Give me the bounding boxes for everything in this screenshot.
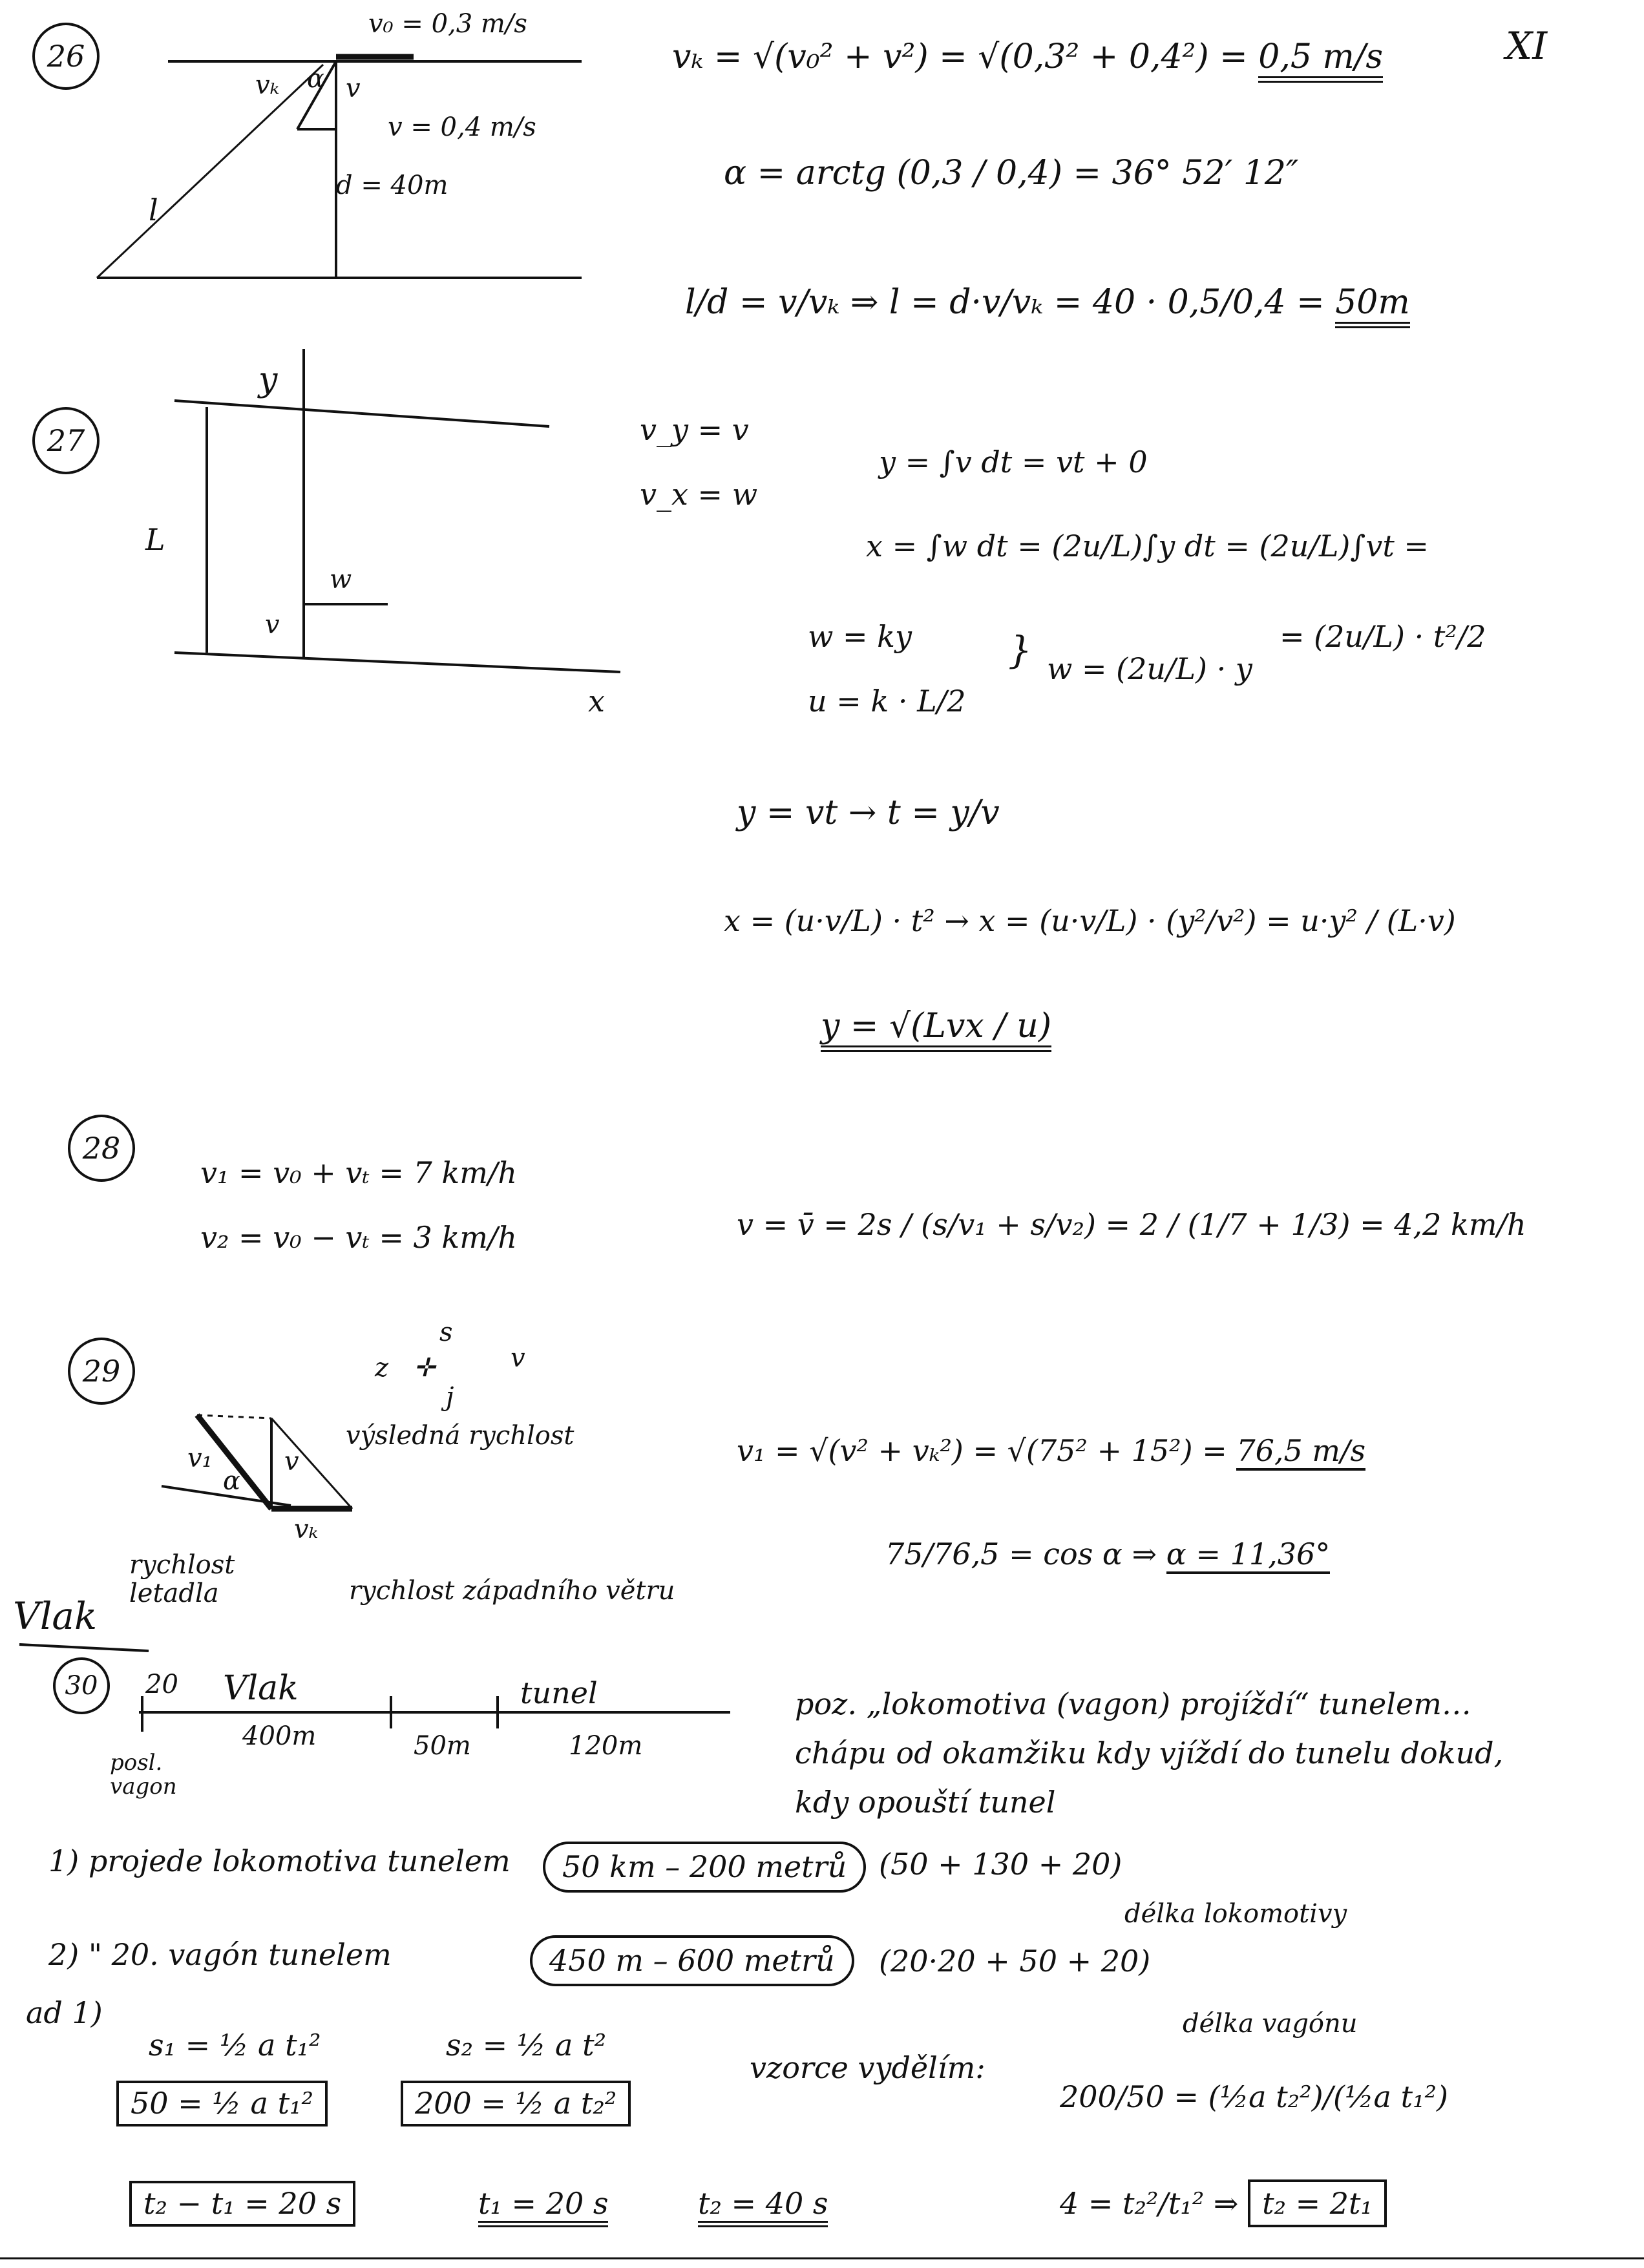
p27-x-axis: [174, 653, 620, 672]
p30-ratio2-result: t₂ = 2t₁: [1248, 2179, 1387, 2227]
p27-t-from-y: y = vt → t = y/v: [737, 793, 1000, 832]
p26-l-label: l: [149, 193, 158, 227]
p27-w-result: w = (2u/L) · y: [1047, 651, 1252, 686]
p30-tunel-label: tunel: [520, 1675, 598, 1710]
p29-eq2: 75/76,5 = cos α ⇒ α = 11,36°: [885, 1538, 1330, 1571]
p30-q1-oval: 50 km – 200 metrů: [543, 1842, 866, 1893]
p30-ratio: 200/50 = (½a t₂²)/(½a t₁²): [1060, 2079, 1448, 2114]
p30-s2: s₂ = ½ a t²: [446, 2028, 607, 2063]
p28-v2: v₂ = v₀ − vₜ = 3 km/h: [200, 1220, 518, 1255]
p30-box2: 200 = ½ a t₂²: [401, 2081, 631, 2126]
problem-28-number: 28: [68, 1115, 135, 1182]
p28-v1: v₁ = v₀ + vₜ = 7 km/h: [200, 1155, 518, 1190]
p30-q2-label: 2) " 20. vagón tunelem: [48, 1937, 392, 1972]
p26-river-diagram: [97, 57, 582, 278]
p26-v-value-label: v = 0,4 m/s: [388, 112, 536, 142]
p27-x-int: x = ∫w dt = (2u/L)∫y dt = (2u/L)∫vt =: [866, 529, 1429, 563]
p26-eq1-result: 0,5 m/s: [1258, 37, 1383, 83]
p26-alpha-label: α: [307, 64, 325, 94]
p30-t1: t₁ = 20 s: [478, 2187, 608, 2220]
p30-q2-oval: 450 m – 600 metrů: [530, 1935, 854, 1986]
p29-eq1: v₁ = √(v² + vₖ²) = √(75² + 15²) = 76,5 m/s: [737, 1434, 1365, 1467]
p29-v-label: v: [284, 1447, 299, 1476]
p30-q2-note: délka vagónu: [1183, 2009, 1358, 2039]
p26-eq2: α = arctg (0,3 / 0,4) = 36° 52′ 12″: [724, 154, 1299, 193]
p30-q1-label: 1) projede lokomotiva tunelem: [48, 1843, 511, 1878]
p29-compass-e: v: [511, 1343, 525, 1373]
p29-compass-s: j: [446, 1382, 454, 1412]
p29-compass-cross: ✛: [414, 1353, 436, 1383]
p30-vlak-label: Vlak: [223, 1669, 299, 1708]
p26-path-l: [97, 65, 323, 278]
p27-y-int: y = ∫v dt = vt + 0: [879, 445, 1148, 479]
problem-26-number: 26: [32, 23, 100, 90]
p26-v-label: v: [346, 74, 361, 103]
p27-final: y = √(Lvx / u): [821, 1008, 1051, 1045]
p27-vx: v_x = w: [640, 477, 758, 512]
p26-eq1: vₖ = √(v₀² + v²) = √(0,3² + 0,4²) = 0,5 m/s: [672, 39, 1383, 76]
p27-x-result: = (2u/L) · t²/2: [1280, 619, 1486, 654]
p26-v0-label: v₀ = 0,3 m/s: [368, 9, 527, 39]
p26-vz-label: vₖ: [255, 70, 280, 100]
p30-q1-note: délka lokomotivy: [1124, 1899, 1347, 1929]
p30-box3: t₂ − t₁ = 20 s: [129, 2181, 355, 2227]
p30-ratio-label: vzorce vydělím:: [750, 2050, 985, 2085]
p26-eq3-result: 50m: [1335, 283, 1409, 328]
p30-d2: 50m: [414, 1731, 471, 1761]
p29-alpha-label: α: [223, 1466, 241, 1496]
page-mark: XI: [1506, 24, 1548, 68]
p30-car-label: posl. vagon: [110, 1750, 177, 1800]
p30-d3: 120m: [569, 1731, 643, 1761]
p29-compass-w: z: [375, 1353, 389, 1383]
p27-x-axis-label: x: [588, 684, 605, 719]
p29-label-plane: rychlost letadla: [129, 1550, 235, 1608]
p27-axes-diagram: [174, 349, 620, 672]
p29-eq1-result: 76,5 m/s: [1236, 1433, 1365, 1471]
p30-note: poz. „lokomotiva (vagon) projíždí“ tunelem… chápu od okamžiku kdy vjíždí do tunelu dokud, kdy opouští tunel: [795, 1686, 1504, 1820]
p29-result-side: [271, 1418, 352, 1509]
problem-29-number: 29: [68, 1338, 135, 1405]
p29-dashed-link: [197, 1415, 271, 1418]
p27-top-bank: [174, 401, 549, 426]
p27-L-label: L: [145, 522, 165, 557]
p30-q2-paren: (20·20 + 50 + 20): [879, 1944, 1151, 1979]
p27-brace: }: [1008, 628, 1032, 672]
p27-w-label: w: [330, 565, 352, 594]
p29-vz-label: vₖ: [294, 1515, 319, 1544]
p27-x-sub: x = (u·v/L) · t² → x = (u·v/L) · (y²/v²) = u·y² / (L·v): [724, 903, 1456, 938]
p30-first-label: 20: [145, 1670, 178, 1699]
p27-v-label: v: [265, 610, 280, 640]
p28-avg: v = v̄ = 2s / (s/v₁ + s/v₂) = 2 / (1/7 + 1/3) = 4,2 km/h: [737, 1207, 1526, 1242]
p30-s1: s₁ = ½ a t₁²: [149, 2028, 321, 2063]
p30-d1: 400m: [242, 1721, 317, 1751]
p30-ad1: ad 1): [26, 1995, 103, 2030]
p26-eq3: l/d = v/vₖ ⇒ l = d·v/vₖ = 40 · 0,5/0,4 = 50m: [685, 284, 1410, 321]
problem-30-number: 30: [53, 1657, 110, 1714]
p27-u-kl: u = k · L/2: [808, 684, 966, 719]
section-underline: [19, 1644, 149, 1651]
p27-vy: v_y = v: [640, 412, 749, 447]
p30-t2: t₂ = 40 s: [698, 2187, 828, 2220]
p26-d-label: d = 40m: [336, 171, 448, 200]
p27-y-axis-label: y: [258, 361, 278, 399]
p29-v1-label: v₁: [187, 1444, 213, 1473]
p29-eq2-result: α = 11,36°: [1166, 1537, 1331, 1574]
p30-box1: 50 = ½ a t₁²: [116, 2081, 328, 2126]
p30-ratio2: 4 = t₂²/t₁² ⇒ t₂ = 2t₁: [1060, 2187, 1387, 2220]
p29-label-result: výsledná rychlost: [346, 1421, 574, 1451]
p30-q1-paren: (50 + 130 + 20): [879, 1847, 1122, 1882]
p29-label-wind: rychlost západního větru: [349, 1576, 675, 1606]
problem-27-number: 27: [32, 407, 100, 474]
p29-compass-n: s: [439, 1318, 453, 1347]
p27-w-ky: w = ky: [808, 619, 912, 654]
section-title: Vlak: [13, 1594, 98, 1638]
